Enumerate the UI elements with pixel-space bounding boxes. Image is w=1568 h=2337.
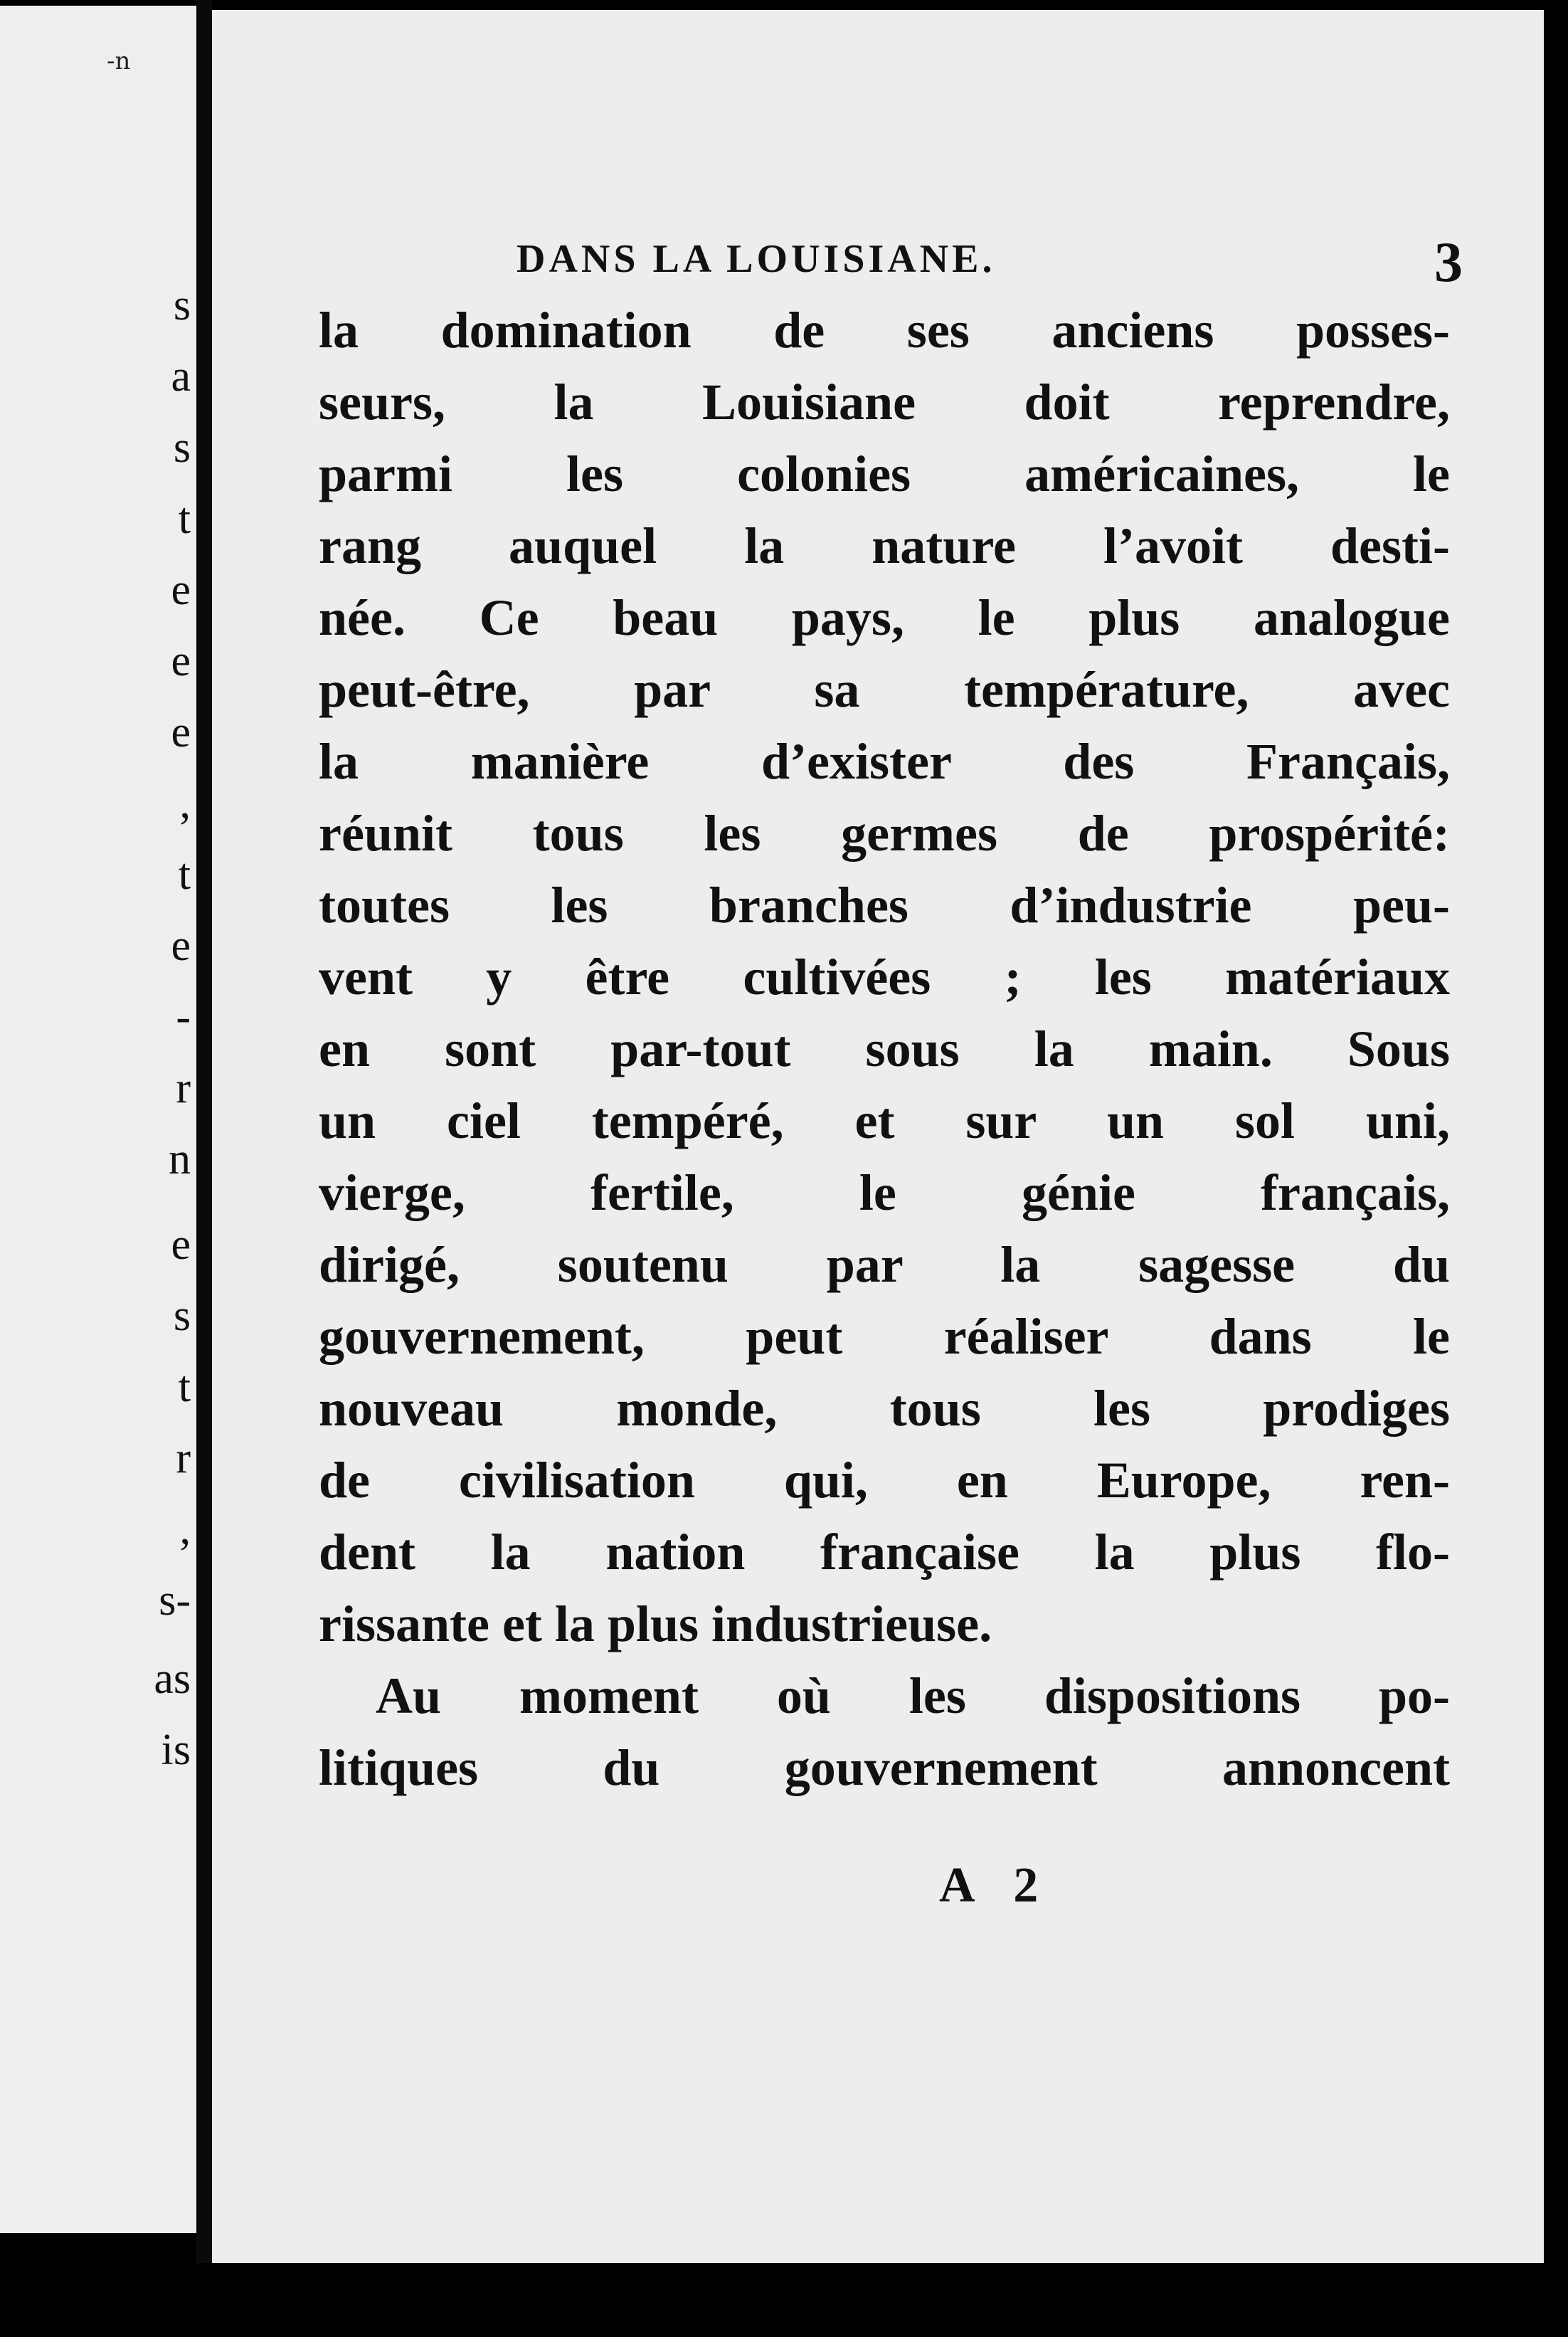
text-line: la domination de ses anciens posses- [319,302,1450,359]
text-line: la manière d’exister des Français, [319,733,1450,790]
text-line: gouvernement, peut réaliser dans le [319,1308,1450,1365]
margin-mark: -n [107,47,131,75]
facing-page-fragment: e [171,922,191,970]
text-line: toutes les branches d’industrie peu- [319,877,1450,934]
facing-page [0,6,196,2233]
facing-page-fragment: s [173,423,191,472]
text-line: en sont par-tout sous la main. Sous [319,1020,1450,1077]
facing-page-fragment: e [171,1220,191,1269]
text-line: litiques du gouvernement annoncent [319,1739,1450,1796]
text-line: un ciel tempéré, et sur un sol uni, [319,1092,1450,1149]
body-text [319,295,1450,1804]
text-line: de civilisation qui, en Europe, ren- [319,1452,1450,1509]
text-line: dent la nation française la plus flo- [319,1524,1450,1581]
text-line: parmi les colonies américaines, le [319,445,1450,502]
facing-page-fragment: as [154,1655,191,1703]
facing-page-fragment: - [176,993,191,1041]
text-line: rang auquel la nature l’avoit desti- [319,517,1450,574]
text-line: vierge, fertile, le génie français, [319,1164,1450,1221]
text-line: nouveau monde, tous les prodiges [319,1380,1450,1437]
facing-page-fragment: e [171,637,191,685]
text-line: rissante et la plus industrieuse. [319,1595,992,1652]
book-page [212,10,1544,2263]
running-head [517,231,1463,300]
facing-page-fragment: , [179,1505,191,1553]
text-line: née. Ce beau pays, le plus analogue [319,589,1450,646]
facing-page-fragment: t [178,850,191,899]
facing-page-fragment: e [171,566,191,614]
facing-page-fragment: t [178,1363,191,1411]
facing-page-fragment: s- [159,1576,191,1625]
facing-page-fragment: r [176,1064,191,1112]
text-line: peut-être, par sa température, avec [319,661,1450,718]
text-line: seurs, la Louisiane doit reprendre, [319,374,1450,431]
facing-page-fragment: s [173,1292,191,1340]
scan-border-right [1544,0,1568,2337]
facing-page-fragment: , [179,779,191,828]
facing-page-fragment: n [169,1135,191,1183]
facing-page-fragment: e [171,708,191,756]
text-line: réunit tous les germes de prospérité: [319,805,1450,862]
text-line: vent y être cultivées ; les matériaux [319,949,1450,1006]
book-gutter [196,0,212,2337]
facing-page-fragment: a [171,352,191,401]
facing-page-fragment: t [178,495,191,543]
text-line: Au moment où les dispositions po- [376,1667,1450,1724]
running-title: DANS LA LOUISIANE. [517,237,996,281]
page-number: 3 [1434,231,1463,294]
scan-border-bottom [0,2263,1568,2337]
facing-page-fragment: r [176,1434,191,1482]
facing-page-fragment: is [161,1726,191,1774]
signature-mark: A 2 [939,1858,1053,1913]
facing-page-fragment: s [173,281,191,329]
text-line: dirigé, soutenu par la sagesse du [319,1236,1450,1293]
